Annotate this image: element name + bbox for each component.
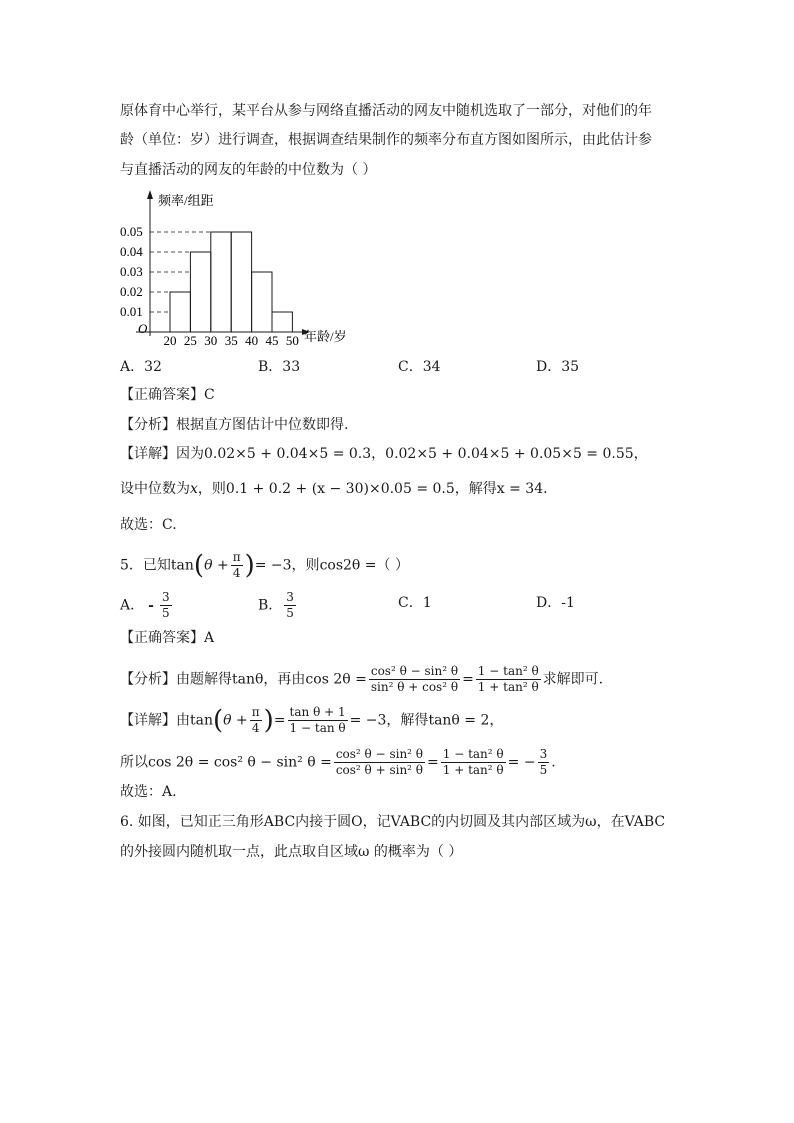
x-tick-label: 40 — [245, 333, 259, 348]
intro-line-3: 与直播活动的网友的年龄的中位数为（ ） — [120, 162, 377, 178]
y-axis-arrow — [147, 190, 153, 199]
q4-option-d[interactable]: D．35 — [536, 359, 580, 375]
histogram-bar-45-50 — [272, 312, 292, 332]
q4-median-line: 设中位数为x，则0.1 + 0.2 + (x − 30)×0.05 = 0.5，解得x = 34. — [120, 481, 548, 497]
q4-option-a[interactable]: A．32 — [120, 359, 162, 375]
q5-option-b[interactable]: B． $\frac{3}{5}$ — [258, 590, 294, 620]
intro-line-2: 龄（单位：岁）进行调查，根据调查结果制作的频率分布直方图如图所示，由此估计参 — [120, 132, 652, 148]
histogram-bar-20-25 — [170, 292, 190, 332]
y-tick-label: 0.05 — [120, 224, 143, 239]
q4-option-b[interactable]: B．33 — [258, 359, 301, 375]
histogram-bar-30-35 — [211, 232, 231, 332]
q5-option-c[interactable]: C．1 — [398, 595, 432, 611]
x-tick-label: 25 — [183, 333, 197, 348]
frequency-histogram — [118, 188, 368, 350]
x-tick-label: 45 — [265, 333, 279, 348]
y-tick-label: 0.03 — [120, 264, 143, 279]
x-axis-label: 年龄/岁 — [304, 329, 347, 344]
q4-detail: 【详解】因为0.02×5 + 0.04×5 = 0.3，0.02×5 + 0.04×5 + 0.05×5 = 0.55， — [120, 446, 648, 462]
q4-analysis: 【分析】根据直方图估计中位数即得. — [120, 417, 349, 433]
q4-option-c[interactable]: C．34 — [398, 359, 441, 375]
y-axis-label: 频率/组距 — [158, 193, 214, 208]
q5-option-d[interactable]: D．-1 — [536, 595, 575, 611]
q6-line-2: 的外接圆内随机取一点，此点取自区域ω 的概率为（ ） — [120, 844, 463, 860]
q5-derivation: 所以cos 2θ = cos² θ − sin² θ = $\frac{\text{cos² θ − sin² θ}}{\text{cos² θ + sin² θ}}$ = $\frac{\text{1 − tan² θ}}{\text{1 + tan² θ}}$ = − $\frac{3}{5}$ . — [120, 747, 556, 777]
q5-detail: 【详解】由tan(θ + $\frac{\pi}{4}$ )= $\frac{\text{tan θ + 1}}{\text{1 − tan θ}}$ = −3，解得tanθ = 2， — [120, 705, 504, 736]
y-tick-label: 0.04 — [120, 244, 143, 259]
histogram-bar-25-30 — [190, 252, 210, 332]
x-tick-label: 20 — [163, 333, 177, 348]
q5-answer: 【正确答案】A — [120, 630, 215, 646]
q4-answer: 【正确答案】C — [120, 387, 215, 403]
q6-line-1: 6. 如图，已知正三角形ABC内接于圆O，记VABC的内切圆及其内部区域为ω，在VABC — [120, 814, 666, 830]
y-tick-label: 0.01 — [120, 304, 143, 319]
x-tick-label: 35 — [224, 333, 238, 348]
q5-option-a[interactable]: A． - $\frac{3}{5}$ — [120, 590, 170, 620]
y-tick-label: 0.02 — [120, 284, 143, 299]
q5-stem: 5．已知tan(θ + $\frac{\pi}{4}$ )= −3，则cos2θ =（ ） — [120, 550, 409, 581]
x-tick-label: 50 — [285, 333, 299, 348]
x-tick-label: 30 — [204, 333, 218, 348]
q4-conclusion: 故选：C. — [120, 517, 177, 533]
histogram-bar-35-40 — [231, 232, 251, 332]
histogram-bar-40-45 — [252, 272, 272, 332]
q5-conclusion: 故选：A. — [120, 784, 177, 800]
q5-analysis: 【分析】由题解得tanθ，再由cos 2θ = $\frac{\text{cos² θ − sin² θ}}{\text{sin² θ + cos² θ}}$ = $\frac{\text{1 − tan² θ}}{\text{1 + tan² θ}}$ 求解即可. — [120, 664, 604, 694]
origin-label: O — [138, 321, 148, 336]
intro-line-1: 原体育中心举行，某平台从参与网络直播活动的网友中随机选取了一部分，对他们的年 — [120, 103, 652, 119]
